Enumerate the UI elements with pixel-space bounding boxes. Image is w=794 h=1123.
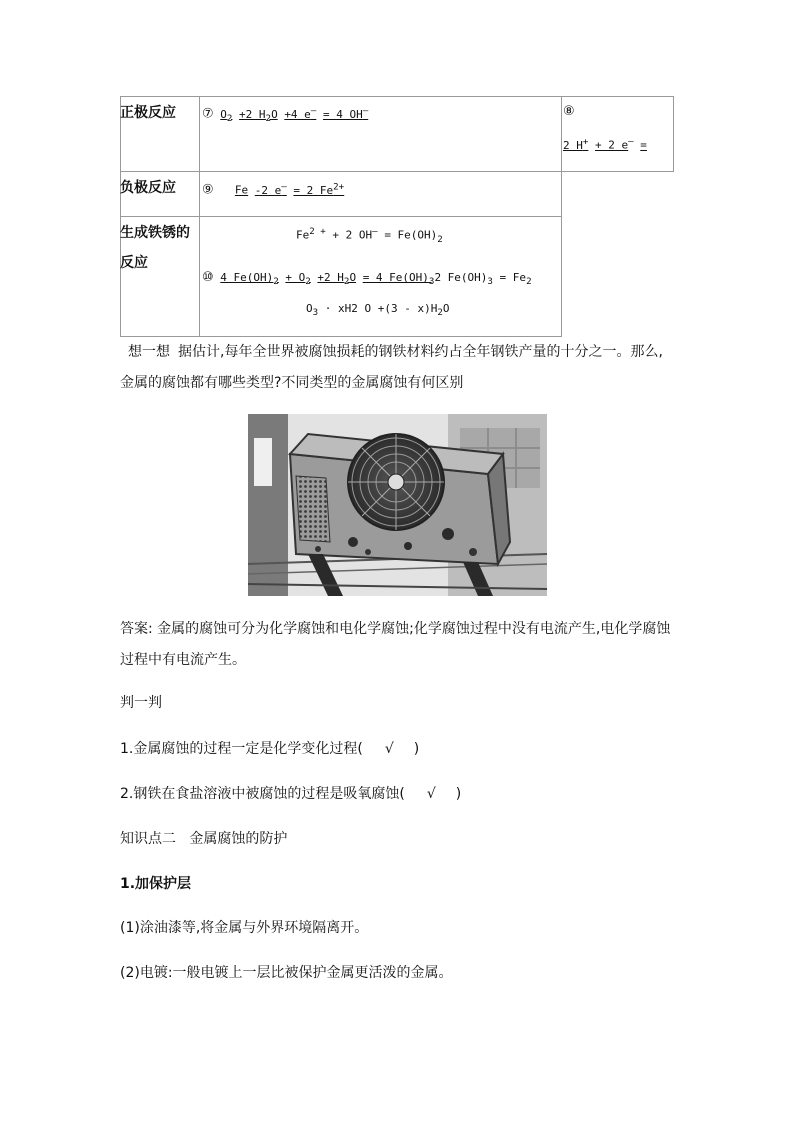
rust-label: 生成铁锈的 反应 [120,225,190,271]
circled-9: ⑨ [202,182,214,198]
rusted-ac-unit-illustration [248,414,547,596]
circled-7: ⑦ [202,106,214,122]
anode-equation: ⑨ Fe -2 e– = 2 $Fe^{2+}$ [202,181,345,198]
think-line-2: 金属的腐蚀都有哪些类型?不同类型的金属腐蚀有何区别 [120,375,464,391]
rust-equation-3: $O_3 \cdot xH2$ $O +(3 - x)H_2O$ [306,302,450,319]
rusted-ac-unit-photo [248,414,547,596]
answer-line-2: 过程中有电流产生。 [120,652,246,668]
think-line-1: 想一想 据估计,每年全世界被腐蚀损耗的钢铁材料约占全年钢铁产量的十分之一。那么, [128,344,663,360]
judge-item-2: 2.钢铁在食盐溶液中被腐蚀的过程是吸氧腐蚀( √ ) [120,786,462,802]
circled-10: ⑩ [202,270,214,285]
think-lead: 想一想 [128,344,170,360]
check-mark: √ [384,741,394,757]
section-item-1: (1)涂油漆等,将金属与外界环境隔离开。 [120,920,369,936]
section-title: 知识点二 金属腐蚀的防护 [120,831,288,847]
check-mark: √ [426,786,436,802]
circled-8: ⑧ [563,104,575,119]
cell-cathode-eq-right [561,96,674,172]
section-heading: 1.加保护层 [120,876,192,892]
rust-equation-2: ⑩ 4 $Fe(OH)_2 + O_2 +2$ $H_2O = 4$ $Fe(OH)_32$ $Fe(OH)_3 = Fe_2$ [202,270,532,288]
cathode-equation-acidic: 2 H+ + 2 e– = [563,136,647,152]
section-item-2: (2)电镀:一般电镀上一层比被保护金属更活泼的金属。 [120,965,453,981]
rust-equation-1: $Fe^{2 +} + 2$ $OH^- = Fe(OH)_2$ [296,226,443,245]
judge-title: 判一判 [120,695,162,711]
answer-line-1: 答案: 金属的腐蚀可分为化学腐蚀和电化学腐蚀;化学腐蚀过程中没有电流产生,电化学腐蚀 [120,621,671,637]
judge-item-1: 1.金属腐蚀的过程一定是化学变化过程( √ ) [120,741,420,757]
cathode-equation: ⑦ $O_2 +2$ $H_2O +4$ e– = 4 OH– [202,105,369,124]
cathode-label: 正极反应 [120,105,176,121]
anode-label: 负极反应 [120,180,176,196]
